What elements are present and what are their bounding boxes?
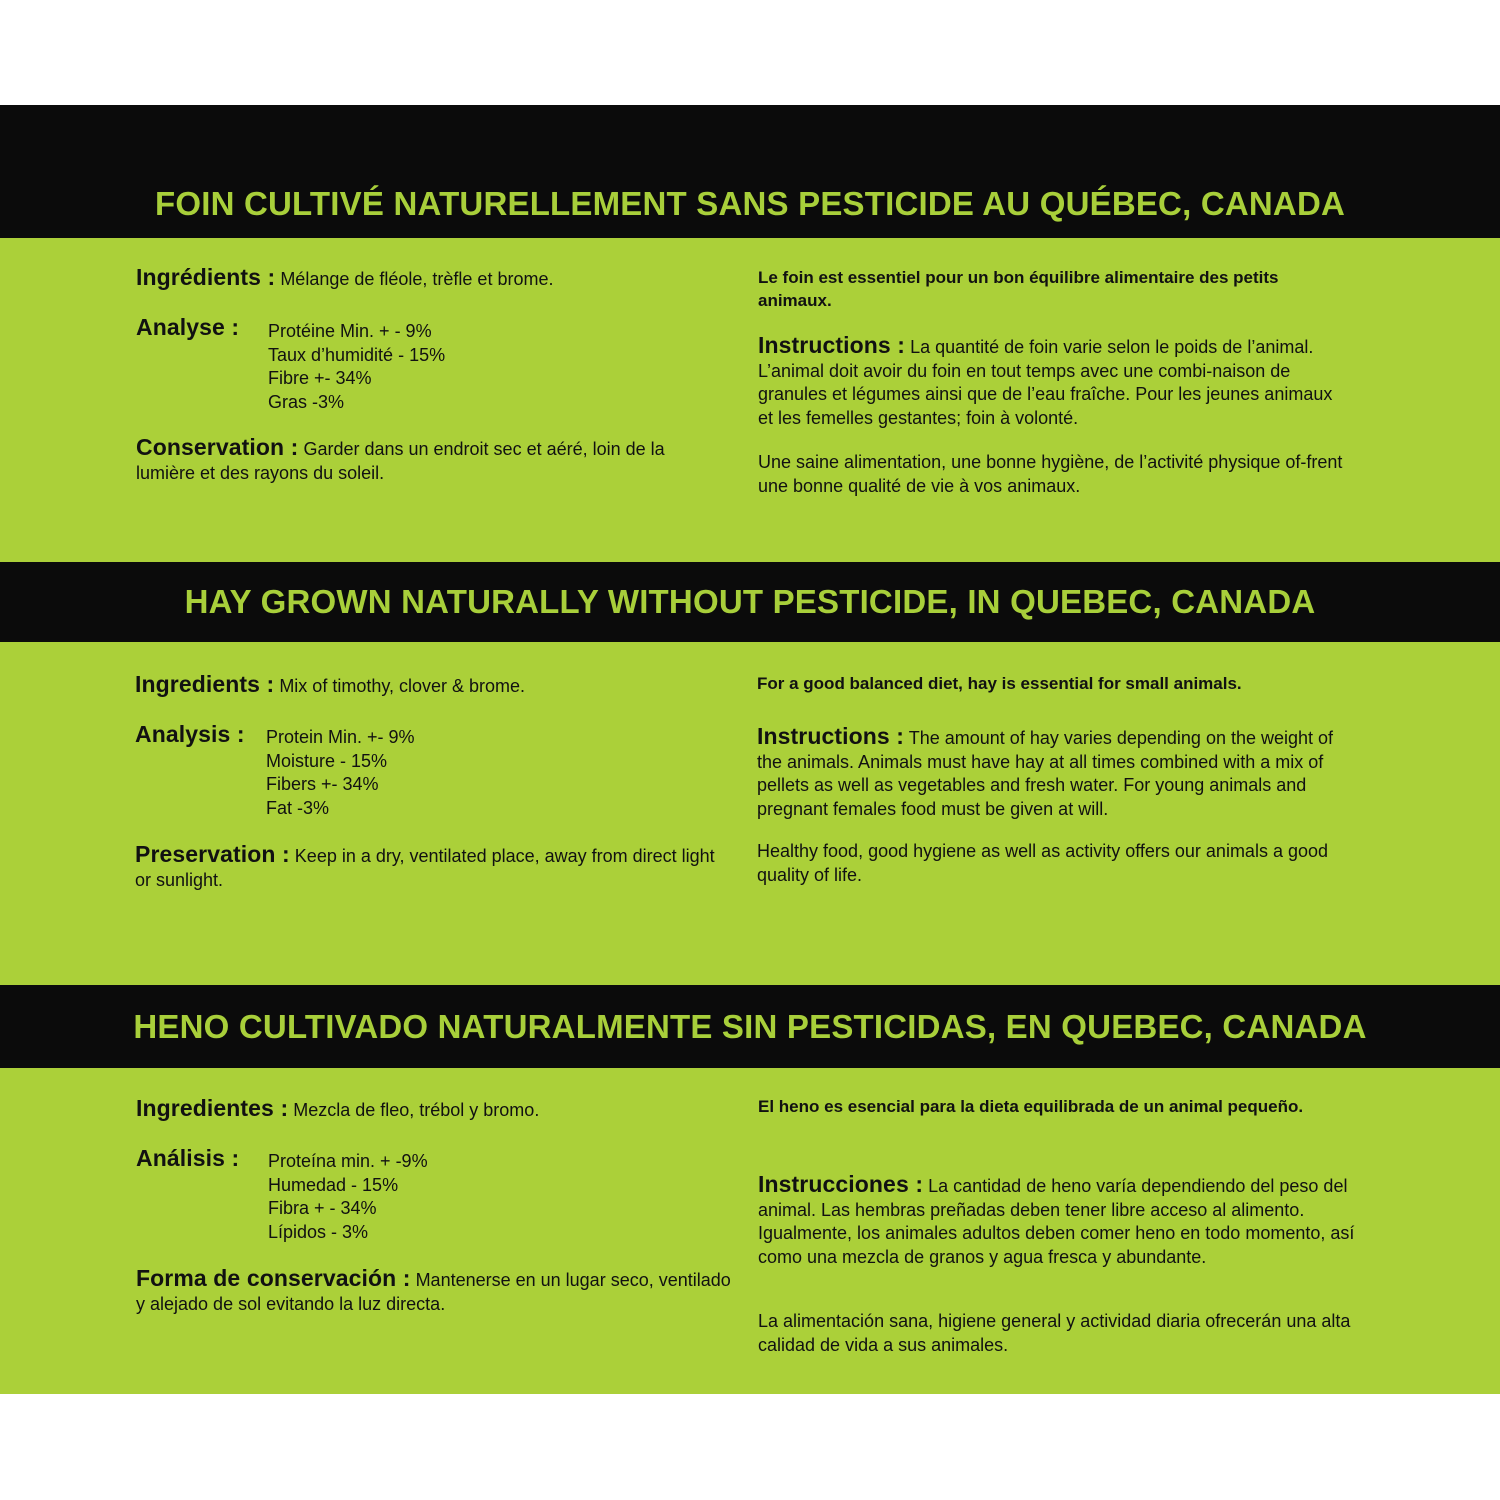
ingredients-text: Mezcla de fleo, trébol y bromo.: [288, 1100, 540, 1120]
conservation-label: Forma de conservación :: [136, 1265, 411, 1291]
ingredients-fr: [136, 266, 726, 292]
analysis-label-es: [136, 1147, 239, 1173]
instructions-label: Instructions :: [758, 332, 906, 358]
section-title-es: HENO CULTIVADO NATURALMENTE SIN PESTICIDAS, EN QUEBEC, CANADA: [133, 1008, 1367, 1045]
analysis-item: Taux d’humidité - 15%: [268, 344, 446, 365]
info-panel-es: [0, 1068, 1500, 1394]
analysis-label: Analyse :: [136, 314, 240, 340]
conservation-es: [136, 1267, 736, 1316]
section-title-en: HAY GROWN NATURALLY WITHOUT PESTICIDE, IN QUEBEC, CANADA: [184, 583, 1316, 620]
conservation-text: Mantenerse en un lugar seco, ventilado y alejado de sol evitando la luz directa.: [136, 1270, 731, 1314]
ingredients-text: Mix of timothy, clover & brome.: [274, 676, 526, 696]
analysis-label: Análisis :: [136, 1145, 240, 1171]
ingredients-label: Ingrédients :: [136, 264, 276, 290]
instructions-en: [757, 725, 1362, 821]
analysis-list-es: [268, 1150, 428, 1244]
analysis-item: Fibers +- 34%: [266, 774, 379, 794]
analysis-item: Protéine Min. + - 9%: [268, 321, 432, 341]
ingredients-es: [136, 1097, 736, 1123]
conservation-en: [135, 843, 735, 892]
title-band-es: [0, 985, 1500, 1068]
analysis-item: Protein Min. +- 9%: [266, 727, 415, 747]
tagline-en: For a good balanced diet, hay is essential for small animals.: [757, 674, 1242, 693]
conservation-text: Keep in a dry, ventilated place, away from direct light or sunlight.: [135, 846, 715, 890]
analysis-label: Analysis :: [135, 721, 245, 747]
title-band-en: [0, 562, 1500, 642]
conservation-text: Garder dans un endroit sec et aéré, loin de la lumière et des rayons du soleil.: [136, 439, 665, 483]
conservation-label: Preservation :: [135, 841, 290, 867]
analysis-item: Fibre +- 34%: [268, 368, 372, 388]
tagline-es: El heno es esencial para la dieta equilibrada de un animal pequeño.: [758, 1097, 1304, 1116]
instructions-text: The amount of hay varies depending on the weight of the animals. Animals must have hay at all times combined with a mix of pellets as well as vegetables and fresh water. For young animals and pregnant females food must be given at will.: [757, 728, 1334, 819]
analysis-item: Moisture - 15%: [266, 750, 388, 771]
analysis-item: Fat -3%: [266, 797, 330, 818]
closing-es: La alimentación sana, higiene general y actividad diaria ofrecerán una alta calidad de vida a sus animales.: [758, 1311, 1351, 1355]
instructions-text: La cantidad de heno varía dependiendo del peso del animal. Las hembras preñadas deben tener libre acceso al alimento. Igualmente, los animales adultos deben comer heno en todo momento, así como una mezcla de granos y agua fresca y abundante.: [758, 1176, 1355, 1267]
analysis-item: Lípidos - 3%: [268, 1221, 369, 1242]
ingredients-label: Ingredientes :: [136, 1095, 289, 1121]
tagline-fr: Le foin est essentiel pour un bon équilibre alimentaire des petits animaux.: [758, 268, 1279, 310]
info-panel-en: [0, 642, 1500, 985]
instructions-label: Instrucciones :: [758, 1171, 924, 1197]
info-panel-fr: [0, 238, 1500, 562]
conservation-fr: [136, 436, 726, 485]
ingredients-label: Ingredients :: [135, 671, 275, 697]
instructions-label: Instructions :: [757, 723, 905, 749]
analysis-item: Proteína min. + -9%: [268, 1151, 428, 1171]
analysis-list-en: [266, 726, 415, 820]
analysis-label-en: [135, 723, 245, 749]
analysis-item: Fibra + - 34%: [268, 1198, 377, 1218]
closing-fr: Une saine alimentation, une bonne hygiène, de l’activité physique of-frent une bonne qualité de vie à vos animaux.: [758, 452, 1343, 496]
instructions-text: La quantité de foin varie selon le poids de l’animal. L’animal doit avoir du foin en tout temps avec une combi-naison de granules et légumes ainsi que de l’eau fraîche. Pour les jeunes animaux et les femelles gestantes; foin à volonté.: [758, 337, 1333, 428]
title-band-fr: [0, 105, 1500, 238]
ingredients-en: [135, 673, 725, 699]
instructions-fr: [758, 334, 1348, 430]
section-title-fr: FOIN CULTIVÉ NATURELLEMENT SANS PESTICIDE AU QUÉBEC, CANADA: [154, 185, 1346, 222]
analysis-label-fr: [136, 316, 239, 342]
conservation-label: Conservation :: [136, 434, 299, 460]
instructions-es: [758, 1173, 1358, 1269]
analysis-item: Gras -3%: [268, 391, 345, 412]
closing-en: Healthy food, good hygiene as well as activity offers our animals a good quality of life.: [757, 841, 1328, 885]
ingredients-text: Mélange de fléole, trèfle et brome.: [275, 269, 554, 289]
analysis-list-fr: [268, 320, 445, 414]
analysis-item: Humedad - 15%: [268, 1174, 399, 1195]
